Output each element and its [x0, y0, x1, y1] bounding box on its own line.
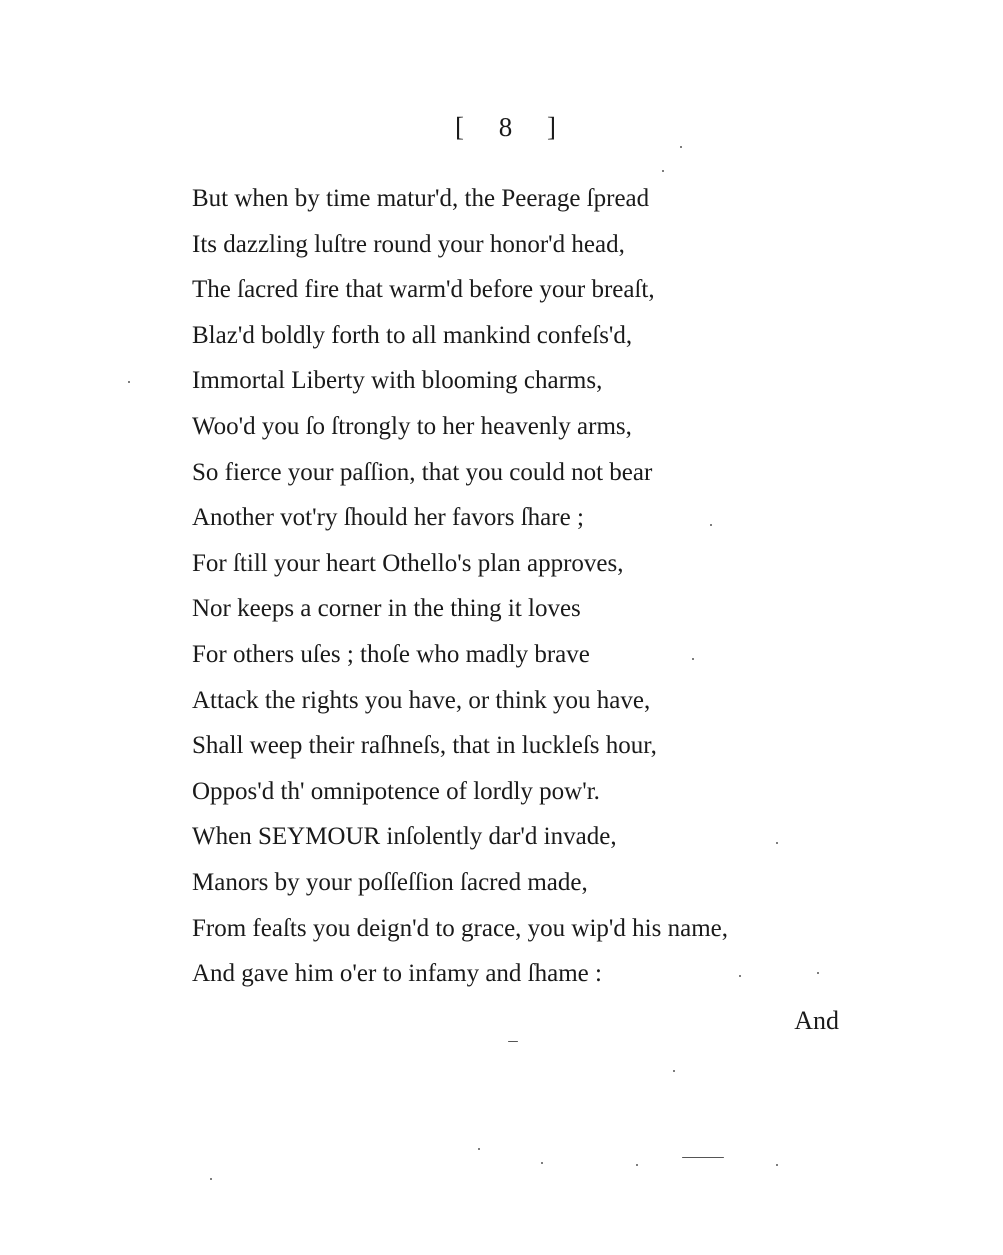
scan-speck — [128, 381, 130, 383]
verse-line: Shall weep their raſhneſs, that in luckleſs hour, — [192, 732, 657, 760]
scan-speck — [508, 1041, 518, 1042]
verse-line: Blaz'd boldly forth to all mankind confeſs'd, — [192, 321, 633, 349]
scan-speck — [662, 170, 664, 172]
scan-speck — [682, 1157, 724, 1158]
verse-line: So fierce your paſſion, that you could not bear — [192, 458, 653, 486]
verse-line: Nor keeps a corner in the thing it loves — [192, 595, 581, 623]
verse-line: Woo'd you ſo ſtrongly to her heavenly arms, — [192, 412, 632, 440]
scan-speck — [210, 1178, 212, 1180]
verse-line: But when by time matur'd, the Peerage ſpread — [192, 185, 650, 212]
scan-speck — [739, 975, 741, 977]
scan-speck — [776, 1164, 778, 1166]
verse-line: For others uſes ; thoſe who madly brave — [192, 640, 590, 668]
page-number: [ 8 ] — [455, 112, 570, 142]
scan-speck — [478, 1148, 480, 1150]
verse-line: Oppos'd th' omnipotence of lordly pow'r. — [192, 777, 600, 805]
verse-line: Attack the rights you have, or think you have, — [192, 686, 651, 714]
poem-stanza — [192, 176, 872, 997]
scan-speck — [541, 1162, 543, 1164]
scan-speck — [776, 842, 778, 844]
verse-line: When SEYMOUR inſolently dar'd invade, — [192, 823, 617, 851]
verse-line: Manors by your poſſeſſion ſacred made, — [192, 868, 588, 896]
scan-speck — [636, 1164, 638, 1166]
verse-line: For ſtill your heart Othello's plan approves, — [192, 549, 624, 577]
verse-line: Another vot'ry ſhould her favors ſhare ; — [192, 504, 584, 532]
verse-line: The ſacred fire that warm'd before your breaſt, — [192, 276, 655, 304]
scan-speck — [692, 658, 694, 660]
verse-line: From feaſts you deign'd to grace, you wip'd his name, — [192, 914, 728, 942]
verse-line: Immortal Liberty with blooming charms, — [192, 367, 603, 395]
scan-speck — [673, 1070, 675, 1072]
catchword: And — [794, 1006, 839, 1035]
scan-speck — [680, 146, 682, 148]
verse-line: Its dazzling luſtre round your honor'd head, — [192, 230, 625, 258]
scan-speck — [710, 524, 712, 526]
verse-line: And gave him o'er to infamy and ſhame : — [192, 960, 602, 988]
scan-speck — [817, 972, 819, 974]
